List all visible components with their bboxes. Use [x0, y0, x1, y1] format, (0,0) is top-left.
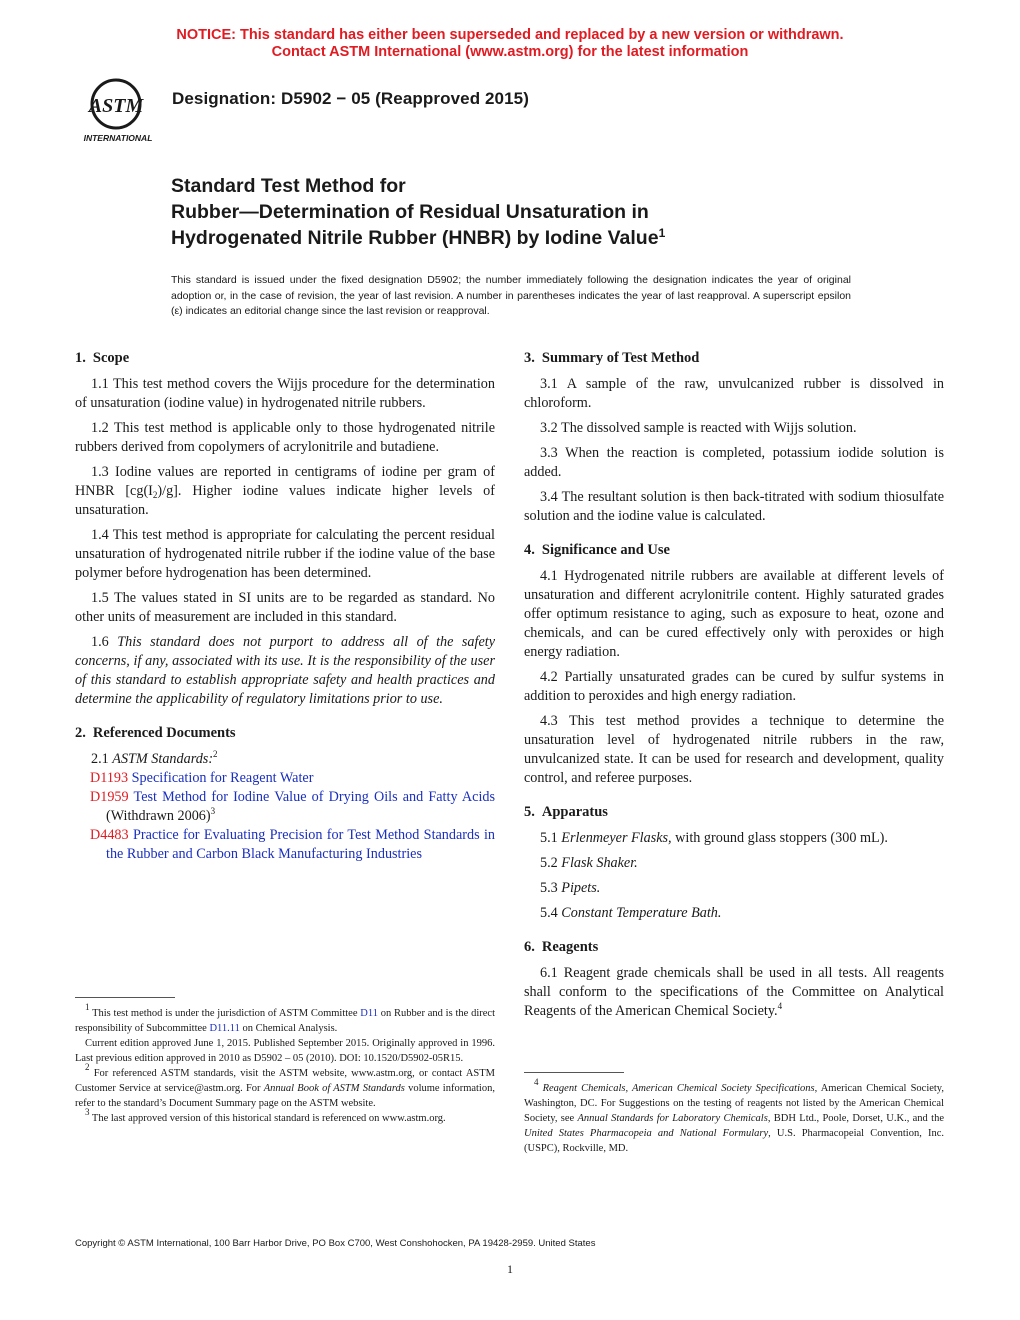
section-title: Referenced Documents — [92, 725, 236, 741]
fn-italic: Reagent Chemicals, American Chemical Society Specifications — [542, 1083, 815, 1094]
p-number: 1.6 — [91, 634, 109, 650]
reference-title-link[interactable]: Specification for Reagent Water — [131, 770, 314, 786]
committee-link[interactable]: D11 — [360, 1008, 378, 1019]
issuance-statement: This standard is issued under the fixed designation D5902; the number immediately following the designation indicates the year of original adoption or, in the case of revision, the year of last revision. A number in parentheses indicates the year of last reapproval. A superscript epsilon (ε) indicates an editorial change since the last revision or reapproval. — [171, 274, 851, 317]
fn-italic: United States Pharmacopeia and National Formulary — [524, 1128, 769, 1139]
p-text: 6.1 Reagent grade chemicals shall be used in all tests. All reagents shall conform to the specifications of the Committee on Analytical Reagents of the American Chemical Society. — [524, 965, 944, 1019]
section-heading-significance — [524, 540, 944, 560]
notice-line-1: NOTICE: This standard has either been superseded and replaced by a new version or withdrawn. — [176, 27, 844, 43]
section-heading-referenced-documents — [75, 723, 495, 743]
p-text: 1.3 Iodine values are reported in centigrams of iodine per gram of HNBR [cg(I — [75, 464, 495, 499]
fn-text: , BDH Ltd., Poole, Dorset, U.K., and the — [767, 1113, 944, 1124]
section-title: Significance and Use — [541, 542, 670, 558]
reference-code[interactable]: D1193 — [90, 770, 129, 786]
footnote-mark: 2 — [213, 749, 218, 759]
fn-text: This test method is under the jurisdiction of ASTM Committee — [89, 1008, 361, 1019]
section-number: 4. — [524, 542, 535, 558]
footnote-2 — [75, 1062, 495, 1111]
paragraph-1-5: 1.5 The values stated in SI units are to be regarded as standard. No other units of measurement are included in this standard. — [75, 590, 495, 625]
footnote-1 — [75, 1002, 495, 1036]
section-heading-summary — [524, 348, 944, 368]
section-heading-reagents — [524, 937, 944, 957]
notice-banner — [0, 27, 1020, 61]
designation: Designation: D5902 − 05 (Reapproved 2015) — [172, 89, 529, 108]
paragraph-6-1 — [524, 964, 944, 1021]
paragraph-5-3 — [524, 879, 944, 898]
title-line-1: Standard Test Method for — [171, 175, 406, 197]
right-column — [524, 348, 944, 1027]
footnote-mark: 4 — [777, 1001, 783, 1011]
p-text: with ground glass stoppers (300 mL). — [671, 830, 888, 846]
paragraph-4-3: 4.3 This test method provides a technique to determine the unsaturation level of hydrogenated nitrile rubbers in the raw, unvulcanized state. It can be used for research and development, quality control, and referee purposes. — [524, 713, 944, 786]
reference-title-link[interactable]: Test Method for Iodine Value of Drying Oils and Fatty Acids — [133, 789, 495, 805]
paragraph-1-2: 1.2 This test method is applicable only to those hydrogenated nitrile rubbers derived from copolymers of acrylonitrile and butadiene. — [75, 420, 495, 455]
p-number: 5.3 — [540, 880, 558, 896]
paragraph-3-4: 3.4 The resultant solution is then back-titrated with sodium thiosulfate solution and the iodine value is calculated. — [524, 489, 944, 524]
reference-d1959[interactable] — [75, 788, 495, 826]
title-line-3 — [171, 225, 665, 251]
reference-d1193[interactable] — [75, 769, 495, 788]
fn-text: volume information, refer to the standard’s Document Summary page on the ASTM website. — [75, 1083, 495, 1109]
title-line-2: Rubber—Determination of Residual Unsaturation in — [171, 201, 649, 223]
paragraph-3-1: 3.1 A sample of the raw, unvulcanized rubber is dissolved in chloroform. — [524, 376, 944, 411]
footnote-mark: 3 — [85, 1107, 90, 1117]
paragraph-1-1: 1.1 This test method covers the Wijjs procedure for the determination of unsaturation (iodine value) in hydrogenated nitrile rubbers. — [75, 376, 495, 411]
p-term: Pipets. — [561, 880, 601, 896]
p-text: )/g]. Higher iodine values indicate higher levels of unsaturation. — [75, 483, 495, 518]
subscript: 2 — [152, 490, 158, 500]
fn-text: For referenced ASTM standards, visit the ASTM website, www.astm.org, or contact ASTM Customer Service at service@astm.org. For — [75, 1068, 495, 1094]
fn-text: , U.S. Pharmacopeial Convention, Inc. (USPC), Rockville, MD. — [524, 1128, 945, 1154]
section-number: 3. — [524, 350, 535, 366]
footnote-mark: 4 — [534, 1077, 539, 1087]
footnote-rule-left — [75, 997, 175, 998]
section-title: Scope — [92, 350, 130, 366]
section-title: Reagents — [541, 939, 599, 955]
p-number: 5.1 — [540, 830, 558, 846]
p-term: Flask Shaker. — [561, 855, 638, 871]
section-number: 6. — [524, 939, 535, 955]
footnote-mark: 3 — [210, 806, 216, 816]
footnote-4 — [524, 1077, 945, 1156]
p-label: ASTM Standards: — [112, 751, 214, 767]
section-number: 2. — [75, 725, 86, 741]
section-title: Apparatus — [541, 804, 608, 820]
reference-code[interactable]: D4483 — [90, 827, 129, 843]
paragraph-1-3 — [75, 463, 495, 520]
page-number: 1 — [507, 1262, 513, 1276]
paragraph-5-4 — [524, 904, 944, 923]
footnotes-right — [524, 1077, 945, 1156]
p-number: 2.1 — [91, 751, 109, 767]
fn-text: on Rubber and is the direct responsibility of Subcommittee — [75, 1008, 495, 1034]
paragraph-1-6 — [75, 633, 495, 709]
footnotes-left — [75, 1002, 495, 1126]
paragraph-1-4: 1.4 This test method is appropriate for calculating the percent residual unsaturation of hydrogenated nitrile rubber if the iodine value of the base polymer before hydrogenation has been determined. — [75, 527, 495, 581]
footnote-1-edition: Current edition approved June 1, 2015. Published September 2015. Originally approved in 1996. Last previous edition approved in 2010 as D5902 – 05 (2010). DOI: 10.1520/D5902-05R15. — [75, 1038, 495, 1064]
p-number: 5.2 — [540, 855, 558, 871]
fn-text: , American Chemical Society, Washington, DC. For Suggestions on the testing of reagents not listed by the American Chemical Society, see — [524, 1083, 945, 1124]
p-term: Erlenmeyer Flasks, — [561, 830, 672, 846]
footnote-rule-right — [524, 1072, 624, 1073]
fn-italic: Annual Book of ASTM Standards — [263, 1083, 405, 1094]
section-heading-apparatus — [524, 802, 944, 822]
p-number: 5.4 — [540, 905, 558, 921]
subcommittee-link[interactable]: D11.11 — [209, 1023, 240, 1034]
footnote-mark: 1 — [85, 1002, 90, 1012]
paragraph-5-1 — [524, 829, 944, 848]
paragraph-4-2: 4.2 Partially unsaturated grades can be cured by sulfur systems in addition to peroxides and high energy radiation. — [524, 669, 944, 704]
section-heading-scope — [75, 348, 495, 368]
footnote-mark: 2 — [85, 1062, 90, 1072]
p-text: This standard does not purport to address all of the safety concerns, if any, associated with its use. It is the responsibility of the user of this standard to establish appropriate safety and health practices and determine the applicability of regulatory limitations prior to use. — [75, 634, 495, 707]
logo-caption: INTERNATIONAL — [83, 133, 153, 143]
astm-international-logo-icon — [74, 73, 162, 145]
copyright-line: Copyright © ASTM International, 100 Barr Harbor Drive, PO Box C700, West Conshohocken, PA 19428-2959. United States — [75, 1238, 596, 1249]
footnote-3 — [75, 1107, 495, 1126]
paragraph-3-3: 3.3 When the reaction is completed, potassium iodide solution is added. — [524, 445, 944, 480]
paragraph-2-1 — [75, 750, 495, 769]
fn-text: on Chemical Analysis. — [239, 1023, 338, 1034]
paragraph-4-1: 4.1 Hydrogenated nitrile rubbers are available at different levels of unsaturation and different acrylonitrile content. Highly saturated grades offer optimum resistance to aging, such as exposure to heat, ozone and chemicals, and can be cured effectively only with peroxides or high energy radiation. — [524, 568, 944, 660]
paragraph-5-2 — [524, 854, 944, 873]
reference-d4483[interactable] — [75, 826, 495, 864]
fn-text: The last approved version of this historical standard is referenced on www.astm.org. — [89, 1113, 446, 1124]
title-line-3-text: Hydrogenated Nitrile Rubber (HNBR) by Iodine Value — [171, 227, 659, 249]
paragraph-3-2: 3.2 The dissolved sample is reacted with Wijjs solution. — [540, 420, 857, 436]
notice-line-2: Contact ASTM International (www.astm.org) for the latest information — [271, 44, 749, 60]
logo-letters: ASTM — [88, 95, 144, 117]
title-footnote-mark: 1 — [658, 226, 666, 240]
section-number: 1. — [75, 350, 86, 366]
section-title: Summary of Test Method — [541, 350, 700, 366]
document-title — [171, 173, 665, 251]
p-term: Constant Temperature Bath. — [561, 905, 722, 921]
reference-title-link[interactable]: Practice for Evaluating Precision for Test Method Standards in the Rubber and Carbon Black Manufacturing Industries — [106, 827, 495, 862]
section-number: 5. — [524, 804, 535, 820]
reference-suffix: (Withdrawn 2006) — [106, 808, 211, 824]
left-column — [75, 348, 495, 864]
fn-italic: Annual Standards for Laboratory Chemicals — [577, 1113, 768, 1124]
reference-code[interactable]: D1959 — [90, 789, 129, 805]
